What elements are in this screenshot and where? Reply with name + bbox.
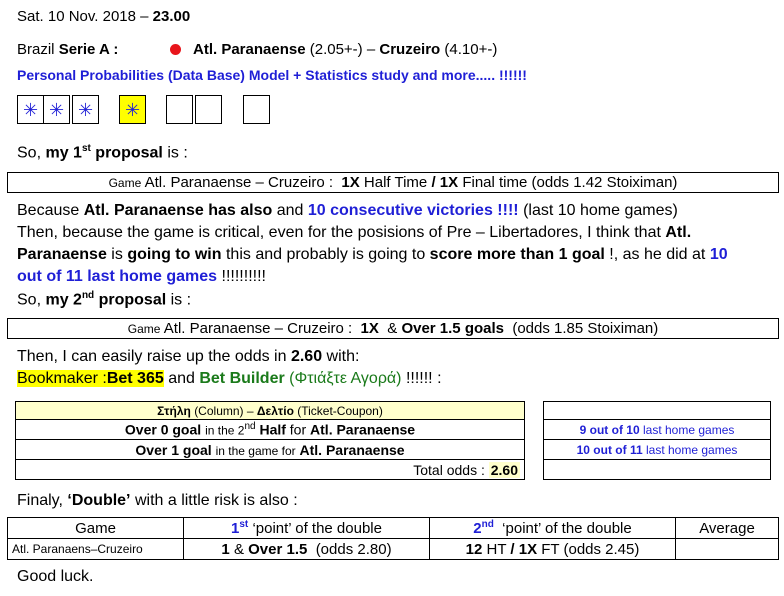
empty-box <box>195 95 222 124</box>
text: is : <box>167 144 188 162</box>
model-line: Personal Probabilities (Data Base) Model + Statistics study and more..... !!!!!! <box>17 67 527 83</box>
date-line <box>17 8 190 25</box>
closing-text: Good luck. <box>17 568 94 585</box>
text-bold: Atl. Paranaense <box>299 441 405 458</box>
empty-box <box>166 95 193 124</box>
sup: nd <box>481 519 494 530</box>
league: Serie A : <box>58 41 119 58</box>
bar-bet: Over 1.5 goals <box>401 320 504 337</box>
text-bold: 9 out of 10 <box>579 422 640 437</box>
text: Then, because the game is critical, even for the posisions of Pre – Libertadores, I think that <box>17 224 661 241</box>
text-bold: proposal <box>98 291 167 309</box>
text-bold: ‘Double’ <box>67 492 131 509</box>
away-odds: (4.10+-) <box>444 41 498 58</box>
text-bold: Atl. Paranaense has also <box>83 202 273 219</box>
cell-game: Atl. Paranaens–Cruzeiro <box>8 539 184 560</box>
text-blue: 1 <box>231 520 240 537</box>
double-table <box>7 517 779 560</box>
text-bold: proposal <box>95 144 163 162</box>
away-team: Cruzeiro <box>379 41 441 58</box>
text: is <box>111 246 123 263</box>
cell-point-1 <box>184 539 430 560</box>
text-blue: out of 11 last home games <box>17 268 218 285</box>
text-bold: 12 <box>465 540 483 558</box>
text-bold: 1X <box>518 540 538 558</box>
total-label: Total odds : <box>413 461 485 478</box>
text: (Column) – <box>194 403 254 418</box>
bar-bet: 1X <box>341 174 360 191</box>
text: ‘point’ of the double <box>502 520 632 537</box>
paragraph-line-2 <box>17 224 691 242</box>
text-bold: Over 1.5 <box>248 540 308 558</box>
bar-bet-text: Final time (odds 1.42 Stoiximan) <box>462 174 678 191</box>
table-row <box>544 420 771 440</box>
text-bold: Half <box>259 421 286 438</box>
table-row <box>16 402 525 420</box>
double-intro <box>17 492 298 510</box>
table-row <box>544 402 771 420</box>
col-header-point-1 <box>184 518 430 539</box>
paragraph-line-3 <box>17 246 728 264</box>
text: ‘point’ of the double <box>252 520 382 537</box>
teams-line <box>193 41 497 58</box>
home-odds: (2.05+-) – <box>309 41 376 58</box>
text: Finaly, <box>17 492 63 509</box>
table-row <box>8 539 779 560</box>
text: (odds 2.80) <box>315 540 392 558</box>
coupon-total <box>16 460 525 480</box>
coupon-row-1 <box>16 420 525 440</box>
text-bold: Atl. Paranaense <box>310 421 416 438</box>
text: for <box>289 421 307 438</box>
country: Brazil <box>17 41 55 58</box>
paragraph-line-4 <box>17 268 266 286</box>
text: Then, I can easily raise up the odds in <box>17 348 287 365</box>
text-bold: Στήλη <box>157 403 191 418</box>
table-row <box>16 420 525 440</box>
coupon-table <box>15 401 525 480</box>
bet-builder-greek: (Φτιάξτε Αγορά) <box>289 370 402 387</box>
text: !!!!!! : <box>405 370 442 387</box>
col-header-game: Game <box>8 518 184 539</box>
bookmaker-name: Bet 365 <box>106 370 164 387</box>
stats-cell-empty <box>544 402 771 420</box>
star-box-highlighted: ✳ <box>119 95 146 124</box>
stats-table <box>543 401 771 480</box>
match-line <box>17 41 118 58</box>
text: So, <box>17 144 42 162</box>
table-row <box>544 440 771 460</box>
text: (last 10 home games) <box>523 202 678 219</box>
bar-slash: / <box>431 174 436 191</box>
text: in the game for <box>215 443 296 458</box>
cell-average <box>676 539 779 560</box>
bar-bet: 1X <box>439 174 459 191</box>
text-blue: 10 <box>709 246 728 263</box>
text: and <box>168 370 195 387</box>
empty-box <box>243 95 270 124</box>
bar-bet: 1X <box>360 320 379 337</box>
total-value: 2.60 <box>490 461 518 478</box>
text: HT <box>486 540 507 558</box>
red-dot-icon <box>170 44 181 55</box>
text-blue: 10 consecutive victories !!!! <box>307 202 519 219</box>
stats-cell <box>544 440 771 460</box>
text-bold: going to win <box>127 246 222 263</box>
text: in the 2 <box>205 423 245 438</box>
bookmaker-label: Bookmaker : <box>17 370 107 387</box>
table-row <box>16 460 525 480</box>
col-header-average: Average <box>676 518 779 539</box>
text-bold: my 1 <box>45 144 82 162</box>
bar-game-label: Game <box>127 322 161 336</box>
text: (Ticket-Coupon) <box>297 403 383 418</box>
bar-game-label: Game <box>108 176 142 190</box>
text-bold: Over 1 goal <box>135 441 212 458</box>
text: last home games <box>645 442 738 457</box>
text-bold: score more than 1 goal <box>429 246 605 263</box>
coupon-header <box>16 402 525 420</box>
raise-line <box>17 348 359 366</box>
bar-amp: & <box>387 320 398 337</box>
text: !!!!!!!!!! <box>221 268 266 285</box>
table-row <box>544 460 771 480</box>
text-bold: / <box>510 540 515 558</box>
sup: st <box>81 143 91 154</box>
proposal1-bar <box>7 172 779 193</box>
text-bold: 10 out of 11 <box>576 442 643 457</box>
text: is : <box>170 291 192 309</box>
text-bold: Δελτίο <box>256 403 294 418</box>
text: & <box>233 540 244 558</box>
text-bold: my 2 <box>45 291 82 309</box>
bar-match: Atl. Paranaense – Cruzeiro : <box>163 320 353 337</box>
text: this and probably is going to <box>225 246 426 263</box>
proposal2-intro <box>17 290 191 309</box>
time-text: 23.00 <box>152 8 191 25</box>
table-row <box>16 440 525 460</box>
star-box: ✳ <box>43 95 70 124</box>
stats-cell-empty <box>544 460 771 480</box>
proposal2-bar <box>7 318 779 339</box>
text-blue: 2 <box>473 520 482 537</box>
proposal1-intro <box>17 143 188 162</box>
text-bold: 1 <box>221 540 230 558</box>
text: So, <box>17 291 42 309</box>
text-bold: Paranaense <box>17 246 107 263</box>
table-row <box>8 518 779 539</box>
col-header-point-2 <box>430 518 676 539</box>
sup: nd <box>81 290 95 301</box>
text: !, as he did at <box>609 246 706 263</box>
text: and <box>276 202 304 219</box>
star-box: ✳ <box>72 95 99 124</box>
sup: st <box>239 519 249 530</box>
star-box: ✳ <box>17 95 44 124</box>
sup: nd <box>244 421 256 433</box>
text-bold: 2.60 <box>290 348 323 365</box>
paragraph-line-1 <box>17 202 678 220</box>
bar-match: Atl. Paranaense – Cruzeiro : <box>144 174 334 191</box>
text: Because <box>17 202 80 219</box>
text: with: <box>326 348 360 365</box>
text: with a little risk is also : <box>134 492 298 509</box>
text: FT (odds 2.45) <box>541 540 640 558</box>
text-bold: Over 0 goal <box>124 421 202 438</box>
text: last home games <box>642 422 735 437</box>
cell-point-2 <box>430 539 676 560</box>
date-text: Sat. 10 Nov. 2018 – <box>17 8 149 25</box>
bar-odds: (odds 1.85 Stoiximan) <box>512 320 659 337</box>
bet-builder: Bet Builder <box>199 370 285 387</box>
coupon-row-2 <box>16 440 525 460</box>
stats-cell <box>544 420 771 440</box>
text-bold: Atl. <box>665 224 692 241</box>
bar-bet-text: Half Time <box>363 174 428 191</box>
bookmaker-line <box>17 370 442 388</box>
home-team: Atl. Paranaense <box>193 41 306 58</box>
